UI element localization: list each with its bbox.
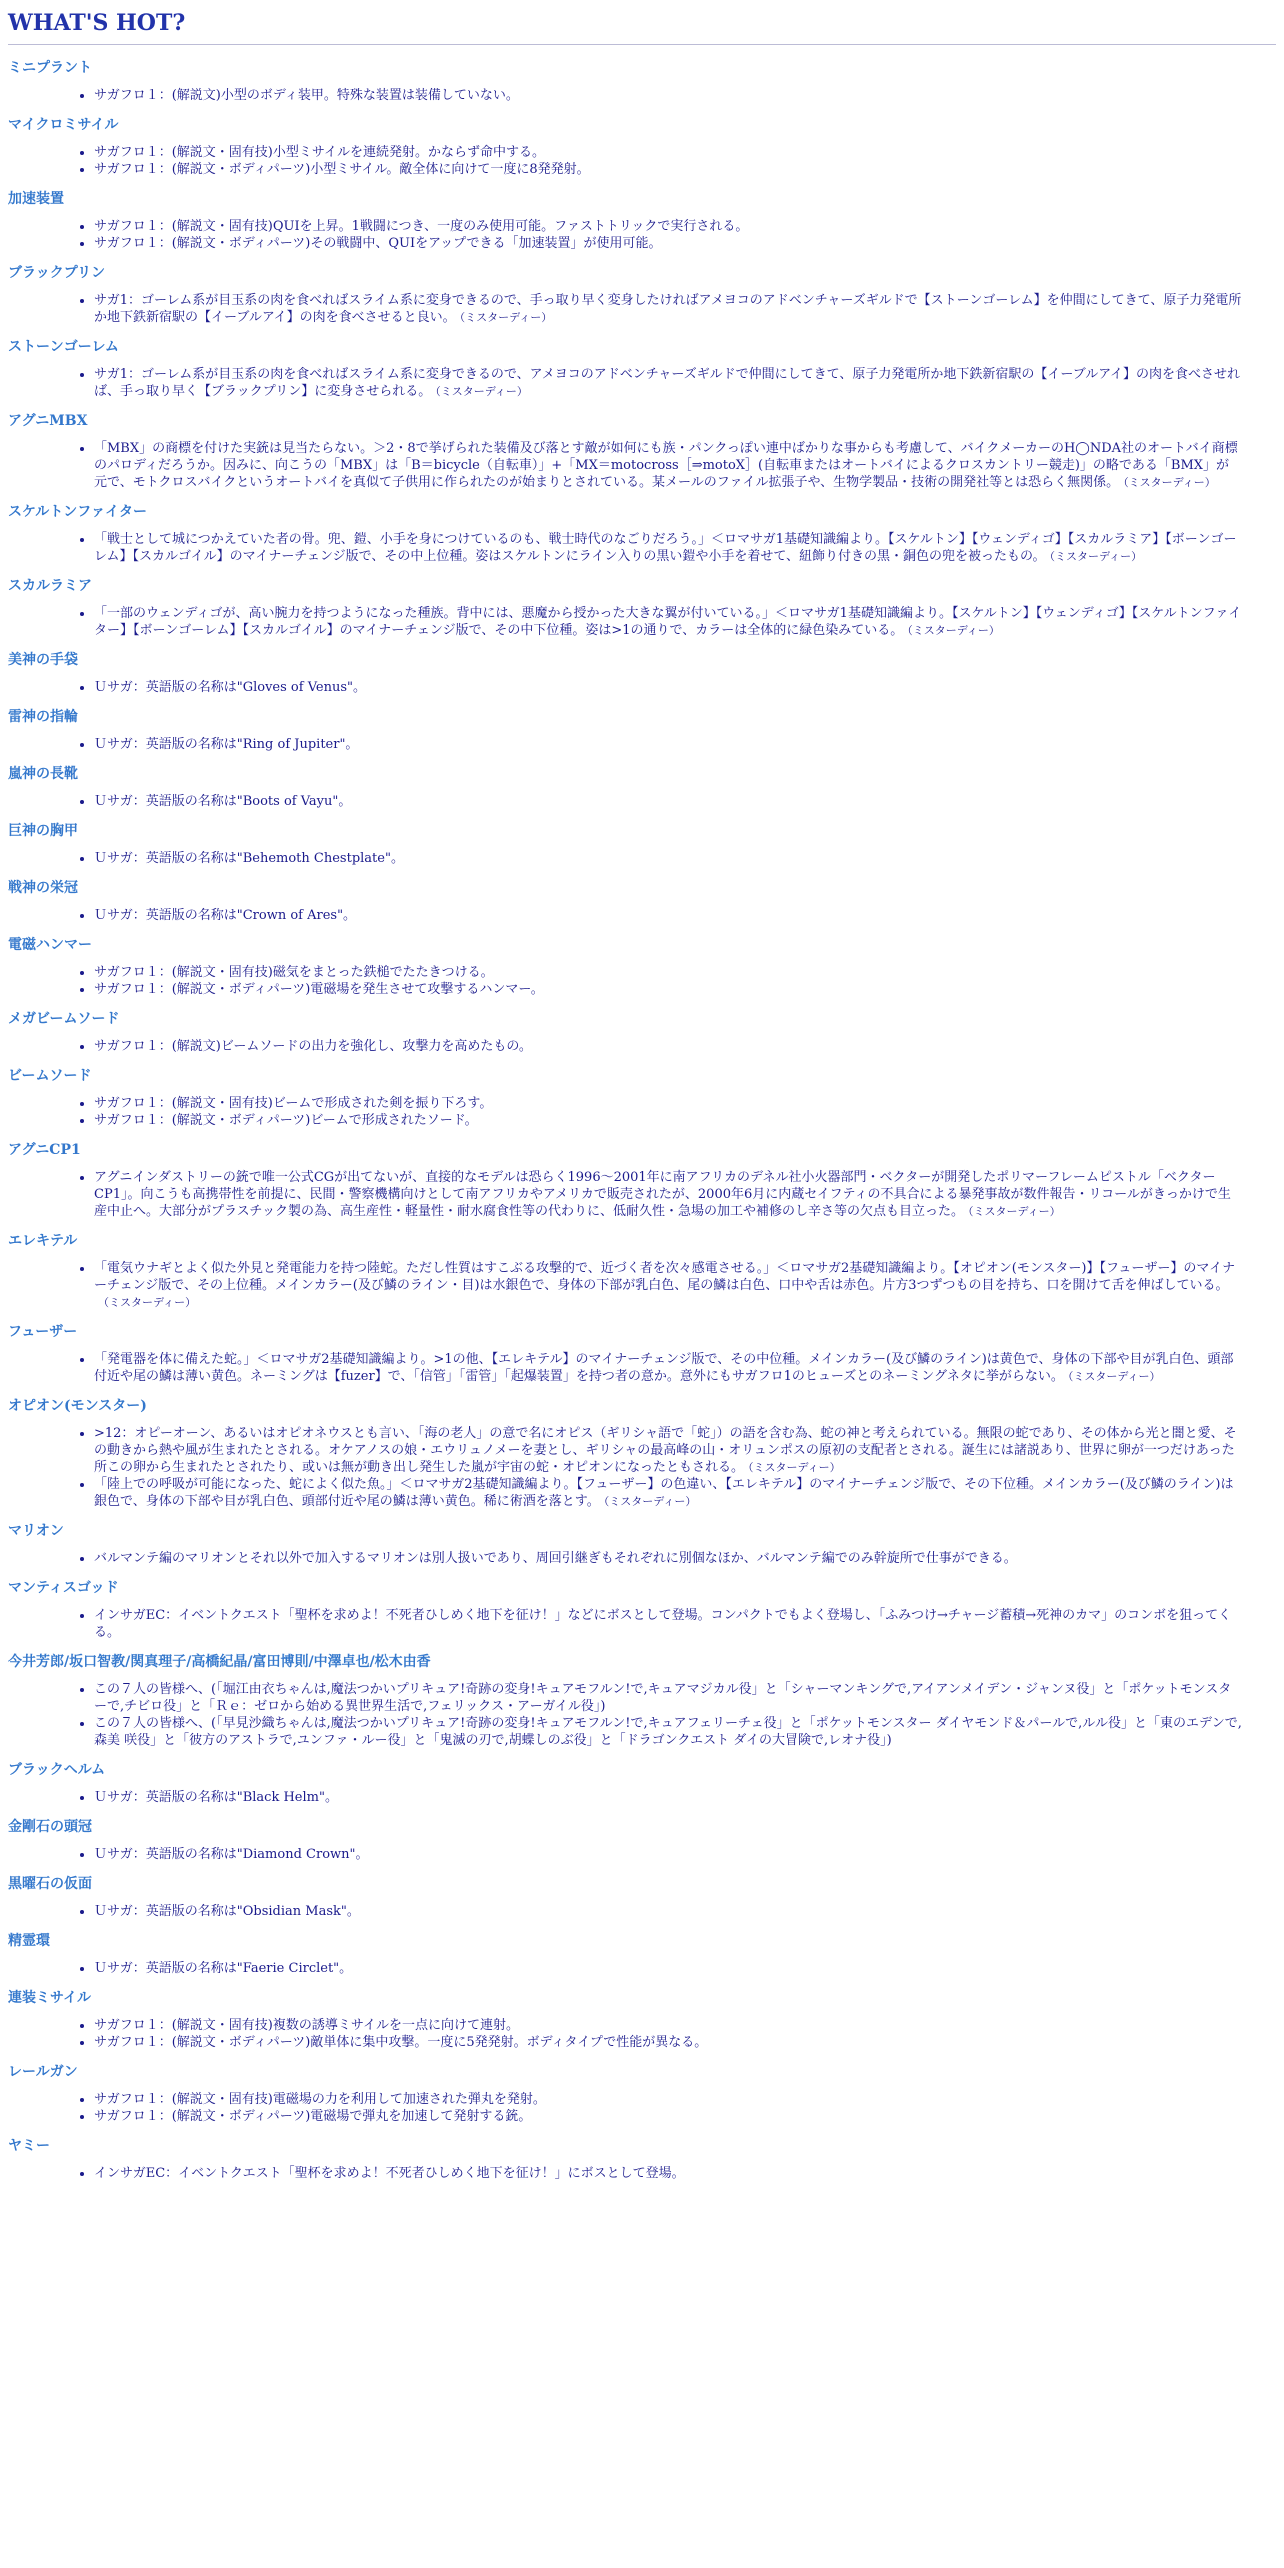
entry (8, 116, 1276, 178)
entry-title-link[interactable]: 今井芳郎/坂口智教/関真理子/高橋紀晶/富田博則/中澤卓也/松木由香 (8, 1654, 431, 1670)
entry-comments (8, 2091, 1276, 2125)
entry (8, 1875, 1276, 1920)
entry (8, 1989, 1276, 2051)
comment-text: サガフロ１：(解説文・固有技)小型ミサイルを連続発射。かならず命中する。 (94, 145, 545, 160)
comment-signature: （ミスターディー） (459, 311, 553, 324)
entry-comments (8, 679, 1276, 696)
comment-text: サガフロ１：(解説文・ボディパーツ)ビームで形成されたソード。 (94, 1113, 478, 1128)
entry (8, 1397, 1276, 1510)
entry-comments (8, 793, 1276, 810)
entry-title-link[interactable]: 美神の手袋 (8, 652, 78, 668)
comment-item (94, 981, 1276, 998)
entry-title-link[interactable]: メガビームソード (8, 1011, 120, 1027)
entry-comments (8, 87, 1276, 104)
comment-signature: （ミスターディー） (1123, 476, 1216, 489)
entry-title-link[interactable]: ブラックヘルム (8, 1762, 106, 1778)
comment-item (94, 1960, 1276, 1977)
comment-item (94, 2108, 1276, 2125)
entry-comments (8, 1550, 1276, 1567)
comment-text: サガフロ１：(解説文)ビームソードの出力を強化し、攻撃力を高めたもの。 (94, 1039, 532, 1054)
comment-item (94, 1903, 1276, 1920)
comment-text: 「電気ウナギとよく似た外見と発電能力を持つ陸蛇。ただし性質はすこぶる攻撃的で、近づく者を次々感電させる。」＜ロマサガ2基礎知識編より。【オピオン(モンスター)】【フューザー】のマイナーチェンジ版で、その上位種。メインカラー(及び鱗のライン・目)は水銀色で、身体の下部が乳白色、尾の鱗は白色、口中や舌は赤色。片方3つずつもの目を持ち、口を開けて舌を伸ばしている。 (94, 1261, 1236, 1293)
comment-text: サガフロ１：(解説文・固有技)ビームで形成された剣を振り下ろす。 (94, 1096, 493, 1111)
comment-item (94, 2017, 1276, 2034)
comment-item (94, 2034, 1276, 2051)
entry-comments (8, 440, 1276, 491)
entry (8, 765, 1276, 810)
entry (8, 59, 1276, 104)
comment-item (94, 1846, 1276, 1863)
comment-item (94, 1351, 1276, 1385)
comment-text: サガフロ１：(解説文・ボディパーツ)電磁場を発生させて攻撃するハンマー。 (94, 982, 544, 997)
comment-text: サガ1：ゴーレム系が目玉系の肉を食べればスライム系に変身できるので、手っ取り早く変身したければアメヨコのアドベンチャーズギルドで【ストーンゴーレム】を仲間にしてきて、原子力発電所か地下鉄新宿駅の【イーブルアイ】の肉を食べさせると良い。 (94, 293, 1242, 325)
comment-item (94, 1095, 1276, 1112)
entry-comments (8, 2017, 1276, 2051)
comment-item (94, 679, 1276, 696)
comment-item (94, 1169, 1276, 1220)
comment-text: インサガEC：イベントクエスト「聖杯を求めよ！不死者ひしめく地下を征け！」などにボスとして登場。コンパクトでもよく登場し、「ふみつけ→チャージ蓄積→死神のカマ」のコンボを狙ってくる。 (94, 1608, 1232, 1640)
entry (8, 1761, 1276, 1806)
comment-text: サガフロ１：(解説文・固有技)磁気をまとった鉄槌でたたきつける。 (94, 965, 494, 980)
entry-comments (8, 1960, 1276, 1977)
entry-title-link[interactable]: ストーンゴーレム (8, 339, 119, 355)
comment-signature: （ミスターディー） (1067, 1370, 1161, 1383)
comment-item (94, 1550, 1276, 1567)
entry (8, 1323, 1276, 1385)
comment-signature: （ミスターディー） (1049, 550, 1143, 563)
entry-title-link[interactable]: 雷神の指輪 (8, 709, 78, 725)
comment-text: サガフロ１：(解説文・ボディパーツ)敵単体に集中攻撃。一度に5発発射。ボディタイプで性能が異なる。 (94, 2035, 708, 2050)
comment-text: 「陸上での呼吸が可能になった、蛇によく似た魚。」＜ロマサガ2基礎知識編より。【フューザー】の色違い、【エレキテル】のマイナーチェンジ版で、その下位種。メインカラー(及び鱗のライン)は銀色で、身体の下部や目が乳白色、頭部付近や尾の鱗は薄い黄色。稀に術酒を落とす。 (94, 1477, 1234, 1509)
entry-comments (8, 1169, 1276, 1220)
entry-comments (8, 1260, 1276, 1311)
comment-item (94, 850, 1276, 867)
comment-item (94, 907, 1276, 924)
comment-text: Ｕサガ：英語版の名称は"Gloves of Venus"。 (94, 680, 366, 695)
comment-item (94, 144, 1276, 161)
entry (8, 2137, 1276, 2182)
entry-comments (8, 366, 1276, 400)
comment-signature: （ミスターディー） (435, 385, 528, 398)
comment-text: サガフロ１：(解説文・ボディパーツ)その戦闘中、QUIをアップできる「加速装置」が使用可能。 (94, 236, 662, 251)
comment-signature: （ミスターディー） (967, 1205, 1061, 1218)
entry-title-link[interactable]: アグニCP1 (8, 1142, 81, 1158)
comment-item (94, 235, 1276, 252)
comment-text: サガフロ１：(解説文・ボディパーツ)電磁場で弾丸を加速して発射する銃。 (94, 2109, 532, 2124)
entry-comments (8, 218, 1276, 252)
page-title: WHAT'S HOT? (8, 10, 186, 36)
entry (8, 651, 1276, 696)
comment-signature: （ミスターディー） (603, 1495, 697, 1508)
comment-text: Ｕサガ：英語版の名称は"Behemoth Chestplate"。 (94, 851, 404, 866)
entry-title-link[interactable]: 精霊環 (8, 1933, 50, 1949)
comment-text: アグニインダストリーの銃で唯一公式CGが出てないが、直接的なモデルは恐らく1996～2001年に南アフリカのデネル社小火器部門・ベクターが開発したポリマーフレームピストル「ベクターCP1」。向こうも高携帯性を前提に、民間・警察機構向けとして南アフリカやアメリカで販売されたが、2000年6月に内蔵セイフティの不具合による暴発事故が数件報告・リコールがきっかけで生産中止へ。大部分がプラスチック製の為、高生産性・軽量性・耐水腐食性等の代わりに、低耐久性・急場の加工や補修のし辛さ等の欠点も目立った。 (94, 1170, 1231, 1219)
entry (8, 2063, 1276, 2125)
comment-item (94, 1681, 1276, 1715)
comment-text: >12：オピーオーン、あるいはオピオネウスとも言い、「海の老人」の意で名にオピス（ギリシャ語で「蛇」）の語を含む為、蛇の神と考えられている。無限の蛇であり、その体から光と闇と愛、その動きから熱や風が生まれたとされる。オケアノスの娘・エウリュノメーを妻とし、ギリシャの最高峰の山・オリュンポスの原初の支配者とされる。誕生には諸説あり、世界に卵が一つだけあった所この卵から生まれたとされたり、或いは無が動き出し発生した嵐が宇宙の蛇・オピオンになったともされる。 (94, 1426, 1237, 1475)
entry-title-link[interactable]: 連装ミサイル (8, 1990, 92, 2006)
entry-comments (8, 736, 1276, 753)
comment-text: Ｕサガ：英語版の名称は"Diamond Crown"。 (94, 1847, 369, 1862)
entry (8, 1232, 1276, 1311)
entry-title-link[interactable]: マイクロミサイル (8, 117, 119, 133)
comment-text: サガフロ１：(解説文)小型のボディ装甲。特殊な装置は装備していない。 (94, 88, 519, 103)
entry-title-link[interactable]: スケルトンファイター (8, 504, 148, 520)
comment-text: Ｕサガ：英語版の名称は"Crown of Ares"。 (94, 908, 357, 923)
comment-text: バルマンテ編のマリオンとそれ以外で加入するマリオンは別人扱いであり、周回引継ぎもそれぞれに別個なほか、バルマンテ編でのみ幹旋所で仕事ができる。 (94, 1551, 1017, 1566)
entry (8, 338, 1276, 400)
entry-comments (8, 1789, 1276, 1806)
comment-signature: （ミスターディー） (748, 1461, 841, 1474)
entry-comments (8, 531, 1276, 565)
entry-title-link[interactable]: オピオン(モンスター) (8, 1398, 147, 1414)
entry (8, 1067, 1276, 1129)
entry-comments (8, 2165, 1276, 2182)
comment-text: Ｕサガ：英語版の名称は"Obsidian Mask"。 (94, 1904, 360, 1919)
entry-title-link[interactable]: レールガン (8, 2064, 78, 2080)
comment-item (94, 2091, 1276, 2108)
comment-item (94, 1715, 1276, 1749)
entry-title-link[interactable]: ミニプラント (8, 60, 92, 76)
comment-item (94, 793, 1276, 810)
comment-text: インサガEC：イベントクエスト「聖杯を求めよ！不死者ひしめく地下を征け！」にボスとして登場。 (94, 2166, 685, 2181)
entry-comments (8, 1846, 1276, 1863)
comment-text: Ｕサガ：英語版の名称は"Black Helm"。 (94, 1790, 338, 1805)
comment-signature: （ミスターディー） (907, 624, 1000, 637)
entry (8, 264, 1276, 326)
comment-text: この７人の皆様へ、(「早見沙織ちゃんは,魔法つかいプリキュア!奇跡の変身!キュアモフルン!で,キュアフェリーチェ役」と「ポケットモンスター ダイヤモンド＆パールで,ルル役」と「東のエデンで,森美 咲役」と「彼方のアストラで,ユンファ・ルー役」と「鬼滅の刃で,胡蝶しのぶ役」と「ドラゴンクエスト ダイの大冒険で,レオナ役」) (94, 1716, 1242, 1748)
entry-comments (8, 964, 1276, 998)
comment-item (94, 1425, 1276, 1476)
comment-item (94, 1260, 1276, 1311)
entry-comments (8, 907, 1276, 924)
comment-text: 「MBX」の商標を付けた実銃は見当たらない。＞2・8で挙げられた装備及び落とす敵が如何にも族・パンクっぽい連中ばかりな事からも考慮して、バイクメーカーのH◯NDA社のオートバイ商標のパロディだろうか。因みに、向こうの「MBX」は「B＝bicycle（自転車）」+「MX＝motocross［⇒motoX］(自転車またはオートバイによるクロスカントリー競走)」の略である「BMX」が元で、モトクロスバイクというオートバイを真似て子供用に作られたのが始まりとされている。某メールのファイル拡張子や、生物学製品・技術の開発社等とは恐らく無関係。 (94, 441, 1238, 490)
comment-text: この７人の皆様へ、(「堀江由衣ちゃんは,魔法つかいプリキュア!奇跡の変身!キュアモフルン!で,キュアマジカル役」と「シャーマンキングで,アイアンメイデン・ジャンヌ役」と「ポケットモンスターで,チビロ役」と「Ｒｅ：ゼロから始める異世界生活で,フェリックス・アーガイル役」) (94, 1682, 1232, 1714)
comment-item (94, 1789, 1276, 1806)
entry-comments (8, 1095, 1276, 1129)
entry-title-link[interactable]: 嵐神の長靴 (8, 766, 78, 782)
comment-text: 「一部のウェンディゴが、高い腕力を持つようになった種族。背中には、悪魔から授かった大きな翼が付いている。」＜ロマサガ1基礎知識編より。【スケルトン】【ウェンディゴ】【スケルトンファイター】【ボーンゴーレム】【スカルゴイル】のマイナーチェンジ版で、その中下位種。姿は>1の通りで、カラーは全体的に緑色染みている。 (94, 606, 1242, 638)
comment-item (94, 366, 1276, 400)
comment-text: サガフロ１：(解説文・固有技)QUIを上昇。1戦闘につき、一度のみ使用可能。ファストトリックで実行される。 (94, 219, 749, 234)
comment-item (94, 531, 1276, 565)
comment-item (94, 1607, 1276, 1641)
entry-title-link[interactable]: フューザー (8, 1324, 78, 1340)
entry-title-link[interactable]: 加速装置 (8, 191, 64, 207)
title-divider (8, 44, 1276, 45)
entry-comments (8, 1038, 1276, 1055)
entry-comments (8, 605, 1276, 639)
entry (8, 190, 1276, 252)
comment-item (94, 440, 1276, 491)
comment-item (94, 736, 1276, 753)
entry-title-link[interactable]: アグニMBX (8, 413, 88, 429)
comment-item (94, 605, 1276, 639)
entry-comments (8, 850, 1276, 867)
entry (8, 1522, 1276, 1567)
entry (8, 412, 1276, 491)
entry-title-link[interactable]: 黒曜石の仮面 (8, 1876, 92, 1892)
entry-title-link[interactable]: マリオン (8, 1523, 64, 1539)
comment-item (94, 1038, 1276, 1055)
entry-comments (8, 292, 1276, 326)
entry-comments (8, 1351, 1276, 1385)
comment-item (94, 964, 1276, 981)
entry-comments (8, 1681, 1276, 1749)
comment-text: 「戦士として城につかえていた者の骨。兜、鎧、小手を身につけているのも、戦士時代のなごりだろう。」＜ロマサガ1基礎知識編より。【スケルトン】【ウェンディゴ】【スカルラミア】【ボーンゴーレム】【スカルゴイル】のマイナーチェンジ版で、その中上位種。姿はスケルトンにライン入りの黒い鎧や小手を着せて、紐飾り付きの黒・銅色の兜を被ったもの。 (94, 532, 1237, 564)
entry-title-link[interactable]: 金剛石の頭冠 (8, 1819, 92, 1835)
entry (8, 1653, 1276, 1749)
entry-list (8, 59, 1276, 2182)
comment-text: Ｕサガ：英語版の名称は"Faerie Circlet"。 (94, 1961, 353, 1976)
entry (8, 1010, 1276, 1055)
entry (8, 936, 1276, 998)
comment-item (94, 161, 1276, 178)
comment-item (94, 1112, 1276, 1129)
comment-text: Ｕサガ：英語版の名称は"Ring of Jupiter"。 (94, 737, 359, 752)
entry-comments (8, 1903, 1276, 1920)
entry (8, 1818, 1276, 1863)
entry-title-link[interactable]: エレキテル (8, 1233, 78, 1249)
comment-text: Ｕサガ：英語版の名称は"Boots of Vayu"。 (94, 794, 352, 809)
entry (8, 503, 1276, 565)
comment-item (94, 1476, 1276, 1510)
comment-text: 「発電器を体に備えた蛇。」＜ロマサガ2基礎知識編より。>1の他、【エレキテル】のマイナーチェンジ版で、その中位種。メインカラー(及び鱗のライン)は黄色で、身体の下部や目が乳白色、頭部付近や尾の鱗は薄い黄色。ネーミングは【fuzer】で、「信管」「雷管」「起爆装置」を持つ者の意か。意外にもサガフロ1のヒューズとのネーミングネタに挙がらない。 (94, 1352, 1234, 1384)
entry-title-link[interactable]: 電磁ハンマー (8, 937, 92, 953)
entry-title-link[interactable]: 戦神の栄冠 (8, 880, 78, 896)
entry (8, 1932, 1276, 1977)
entry (8, 1141, 1276, 1220)
comment-item (94, 2165, 1276, 2182)
entry-title-link[interactable]: マンティスゴッド (8, 1580, 119, 1596)
entry (8, 822, 1276, 867)
entry (8, 577, 1276, 639)
comment-signature: （ミスターディー） (98, 1296, 197, 1309)
comment-text: サガフロ１：(解説文・固有技)複数の誘導ミサイルを一点に向けて連射。 (94, 2018, 519, 2033)
entry-title-link[interactable]: 巨神の胸甲 (8, 823, 78, 839)
comment-item (94, 218, 1276, 235)
comment-text: サガフロ１：(解説文・ボディパーツ)小型ミサイル。敵全体に向けて一度に8発発射。 (94, 162, 590, 177)
entry (8, 879, 1276, 924)
comment-item (94, 87, 1276, 104)
entry-comments (8, 1425, 1276, 1510)
entry-title-link[interactable]: ブラックプリン (8, 265, 106, 281)
comment-item (94, 292, 1276, 326)
comment-text: サガ1：ゴーレム系が目玉系の肉を食べればスライム系に変身できるので、アメヨコのアドベンチャーズギルドで仲間にしてきて、原子力発電所か地下鉄新宿駅の【イーブルアイ】の肉を食べさせれば、手っ取り早く【ブラックプリン】に変身させられる。 (94, 367, 1241, 399)
entry-comments (8, 144, 1276, 178)
entry-comments (8, 1607, 1276, 1641)
comment-text: サガフロ１：(解説文・固有技)電磁場の力を利用して加速された弾丸を発射。 (94, 2092, 546, 2107)
entry-title-link[interactable]: ヤミー (8, 2138, 50, 2154)
entry (8, 708, 1276, 753)
entry-title-link[interactable]: ビームソード (8, 1068, 92, 1084)
entry (8, 1579, 1276, 1641)
entry-title-link[interactable]: スカルラミア (8, 578, 92, 594)
